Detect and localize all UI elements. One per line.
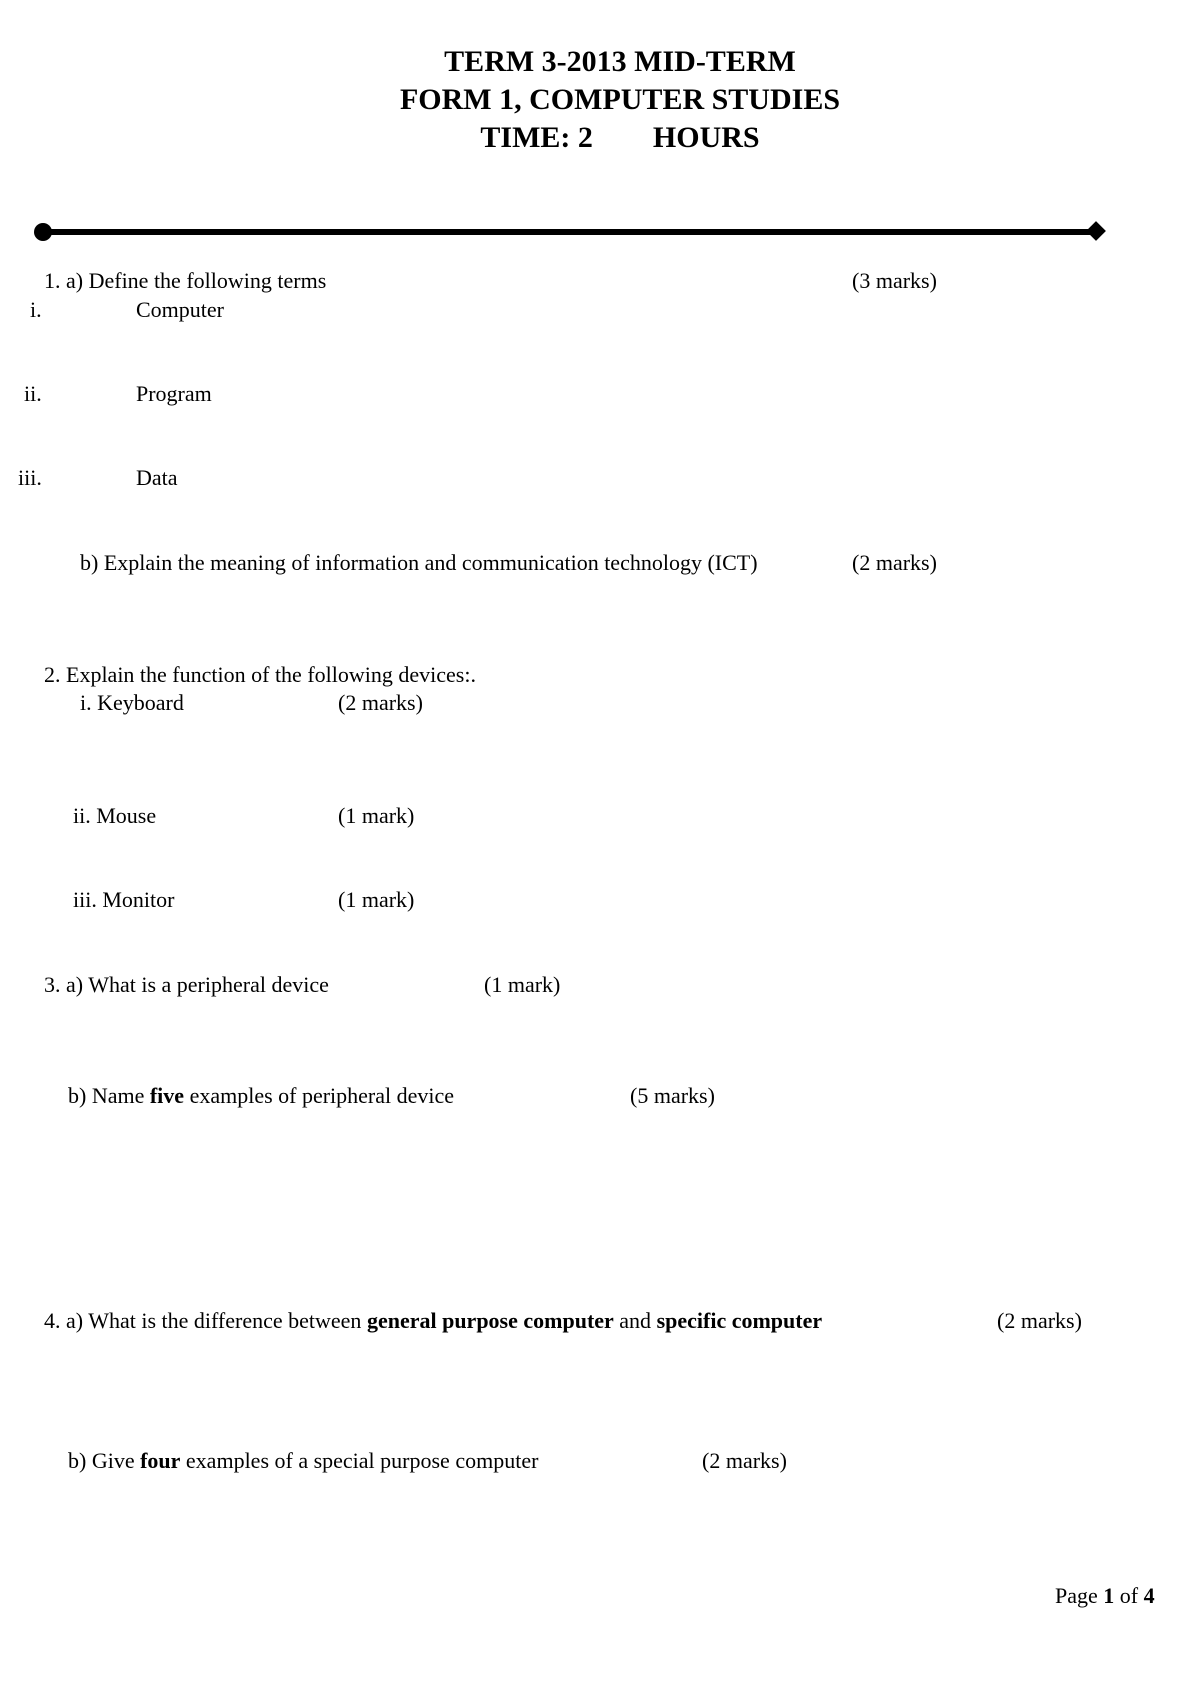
divider-line [43,229,1098,235]
q3b-text-post: examples of peripheral device [184,1083,455,1108]
q4b-text-post: examples of a special purpose computer [180,1448,539,1473]
divider-dot-icon [34,223,52,241]
q2-item-label: iii. Monitor [73,887,175,912]
q1-item-num: i. [30,297,42,322]
q2-text: 2. Explain the function of the following devices:. [44,662,476,687]
q1-item-num: iii. [18,465,42,490]
q1-item-label: Computer [136,297,224,322]
q4a-text-mid: and [613,1308,657,1333]
exam-duration: TIME: 2 HOURS [480,121,760,154]
divider-diamond-icon [1086,221,1106,241]
q2-item-marks: (2 marks) [338,690,423,715]
current-page: 1 [1103,1583,1115,1608]
q4a-text [44,1308,822,1334]
q2-item-marks: (1 mark) [338,887,415,912]
q1b-text: b) Explain the meaning of information and communication technology (ICT) [80,550,758,575]
q4a-emphasis-specific: specific computer [656,1308,823,1333]
q4b-text-pre: b) Give [68,1448,141,1473]
q2-item-label: ii. Mouse [73,803,157,828]
q3a-text: 3. a) What is a peripheral device [44,972,329,997]
q4a-marks: (2 marks) [997,1308,1082,1333]
q1a-text: 1. a) Define the following terms [44,268,327,293]
q1-item-num: ii. [24,381,42,406]
q3b-text-pre: b) Name [68,1083,150,1108]
page-word: Page [1055,1583,1104,1608]
q1-item-label: Program [136,381,212,406]
q2-item-marks: (1 mark) [338,803,415,828]
q1b-marks: (2 marks) [852,550,937,575]
q1-item-label: Data [136,465,178,490]
page-number [1055,1583,1155,1609]
q2-item-label: i. Keyboard [80,690,184,715]
q4b-marks: (2 marks) [702,1448,787,1473]
q3b-text [68,1083,454,1109]
exam-subtitle: FORM 1, COMPUTER STUDIES [399,83,841,116]
exam-title: TERM 3-2013 MID-TERM [444,45,796,78]
q4a-emphasis-general: general purpose computer [366,1308,614,1333]
q4b-emphasis: four [140,1448,181,1473]
of-word: of [1114,1583,1144,1608]
q3a-marks: (1 mark) [484,972,561,997]
q3b-marks: (5 marks) [630,1083,715,1108]
q1a-marks: (3 marks) [852,268,937,293]
q3b-emphasis: five [149,1083,185,1108]
q4b-text [68,1448,538,1474]
total-pages: 4 [1143,1583,1155,1608]
q4a-text-pre: 4. a) What is the difference between [44,1308,367,1333]
